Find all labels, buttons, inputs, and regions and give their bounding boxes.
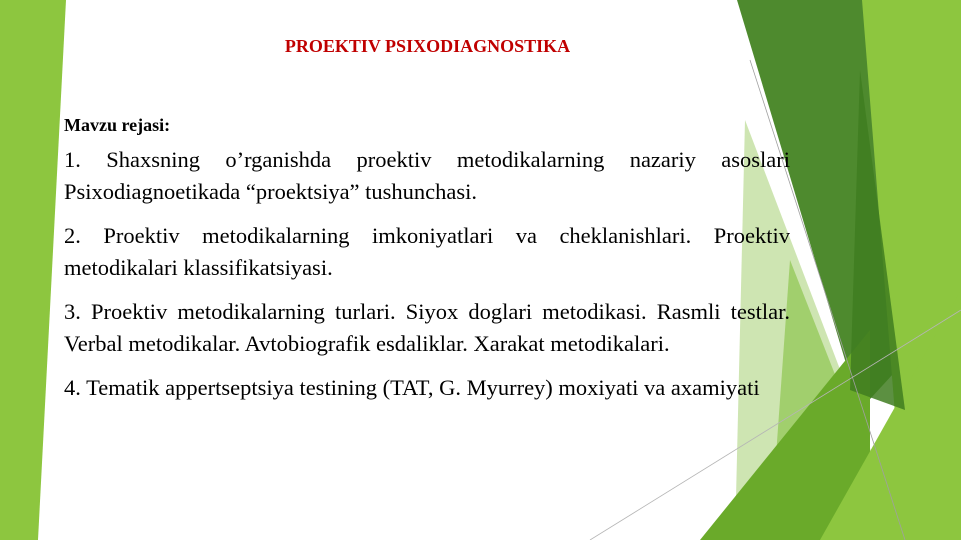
plan-item: 4. Tematik appertseptsiya testining (TAT, G. Myurrey) moxiyati va axamiyati	[64, 375, 760, 400]
slide-content	[64, 114, 790, 416]
plan-heading: Mavzu rejasi:	[64, 115, 171, 135]
plan-item: 2. Proektiv metodikalarning imkoniyatlari va cheklanishlari. Proektiv metodikalari klassifikatsiyasi.	[64, 223, 790, 280]
plan-item: 1. Shaxsning o’rganishda proektiv metodikalarning nazariy asoslari Psixodiagnoetikada “proektsiya” tushunchasi.	[64, 147, 790, 204]
slide-title: PROEKTIV PSIXODIAGNOSTIKA	[284, 36, 571, 56]
left-green-stripe	[0, 0, 66, 540]
plan-item: 3. Proektiv metodikalarning turlari. Siyox doglari metodikasi. Rasmli testlar. Verbal metodikalar. Avtobiografik esdaliklar. Xarakat metodikalari.	[64, 299, 790, 356]
